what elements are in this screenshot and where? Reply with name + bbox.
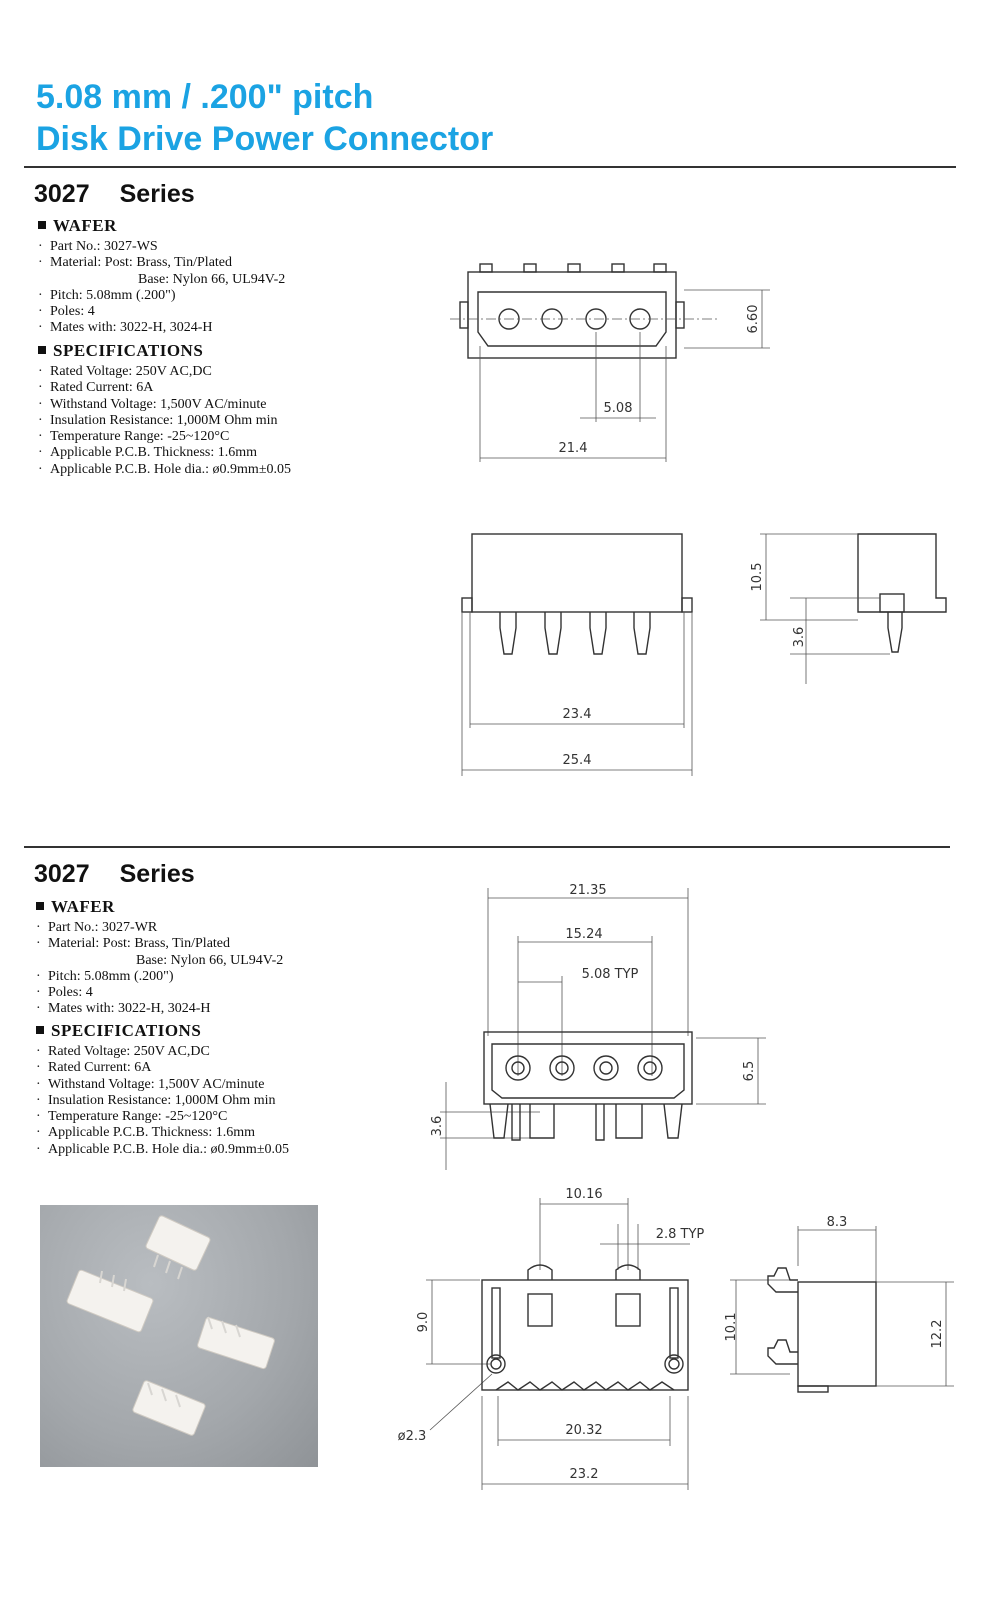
spec-list-2 xyxy=(36,1044,289,1158)
dim-outer-width: 25.4 xyxy=(562,753,592,768)
list-item: · Applicable P.C.B. Thickness: 1.6mm xyxy=(36,1125,256,1141)
wafer-list-1 xyxy=(38,239,285,337)
list-item: · Poles: 4 xyxy=(36,985,93,1001)
drawing-front-view-wr xyxy=(390,1184,720,1494)
dim-span-3: 15.24 xyxy=(565,927,603,942)
page-title xyxy=(36,76,493,160)
dim-peg-width: 2.8 TYP xyxy=(655,1227,705,1242)
dim-inner-width: 23.4 xyxy=(562,707,592,722)
dim-base-width: 23.2 xyxy=(569,1467,599,1482)
dim-peg-span: 10.16 xyxy=(565,1187,603,1202)
dim-hole-span: 20.32 xyxy=(565,1423,603,1438)
dim-overall-width: 21.35 xyxy=(569,883,607,898)
wafer-heading-2: WAFER xyxy=(36,897,115,917)
connector-image xyxy=(40,1205,318,1467)
dim-side-height-b: 12.2 xyxy=(930,1319,945,1349)
list-item: · Pitch: 5.08mm (.200") xyxy=(38,287,176,303)
spec-heading-2: SPECIFICATIONS xyxy=(36,1021,201,1041)
list-item: · Mates with: 3022-H, 3024-H xyxy=(38,320,213,336)
dim-width-top: 21.4 xyxy=(558,441,588,456)
list-item: · Rated Voltage: 250V AC,DC xyxy=(36,1044,210,1059)
list-item: · Applicable P.C.B. Hole dia.: ø0.9mm±0.05 xyxy=(38,461,292,477)
dim-side-depth: 8.3 xyxy=(826,1215,848,1230)
list-item: · Insulation Resistance: 1,000M Ohm min xyxy=(36,1092,276,1108)
drawing-front-view-ws xyxy=(450,528,710,778)
drawing-top-view-wr xyxy=(420,876,780,1176)
list-item: · Insulation Resistance: 1,000M Ohm min xyxy=(38,412,278,428)
spec-heading-1: SPECIFICATIONS xyxy=(38,341,203,361)
list-item: · Poles: 4 xyxy=(38,304,95,320)
list-item: · Rated Current: 6A xyxy=(36,1060,152,1076)
list-item: · Pitch: 5.08mm (.200") xyxy=(36,968,174,984)
dim-body-height: 9.0 xyxy=(416,1311,431,1333)
product-photo xyxy=(40,1205,318,1467)
list-item: · Applicable P.C.B. Thickness: 1.6mm xyxy=(38,445,258,461)
dim-hole-dia: ø2.3 xyxy=(397,1429,427,1444)
list-item: · Applicable P.C.B. Hole dia.: ø0.9mm±0.05 xyxy=(36,1141,290,1157)
list-item: · Temperature Range: -25~120°C xyxy=(38,429,230,445)
drawing-side-view-ws xyxy=(740,528,960,688)
list-item: · Mates with: 3022-H, 3024-H xyxy=(36,1001,211,1017)
list-item: · Temperature Range: -25~120°C xyxy=(36,1109,228,1125)
dim-pin-length-1: 3.6 xyxy=(792,626,807,648)
dim-height-wr: 6.5 xyxy=(742,1060,757,1082)
wafer-list-2 xyxy=(36,920,283,1018)
dim-pitch-typ: 5.08 TYP xyxy=(581,967,639,982)
list-item: · Withstand Voltage: 1,500V AC/minute xyxy=(38,396,267,412)
list-item: · Material: Post: Brass, Tin/Plated xyxy=(38,255,233,271)
spec-list-1 xyxy=(38,364,291,478)
wafer-heading-1: WAFER xyxy=(38,216,117,236)
list-item: · Rated Voltage: 250V AC,DC xyxy=(38,364,212,379)
list-item: · Withstand Voltage: 1,500V AC/minute xyxy=(36,1076,265,1092)
drawing-top-view-ws xyxy=(440,262,780,472)
dim-height-top: 6.60 xyxy=(746,304,761,334)
list-item: · Part No.: 3027-WS xyxy=(38,239,158,254)
dim-side-height-a: 10.1 xyxy=(724,1312,739,1342)
divider-middle xyxy=(24,846,950,848)
drawing-side-view-wr xyxy=(720,1206,960,1406)
dim-height-side: 10.5 xyxy=(750,562,765,592)
series-heading-1: 3027 Series xyxy=(34,180,195,208)
divider-top xyxy=(24,166,956,168)
dim-pin-length-2: 3.6 xyxy=(430,1115,445,1137)
list-item: Base: Nylon 66, UL94V-2 xyxy=(136,952,284,968)
dim-pitch: 5.08 xyxy=(603,401,633,416)
list-item: · Material: Post: Brass, Tin/Plated xyxy=(36,936,231,952)
title-line-1: 5.08 mm / .200" pitch xyxy=(36,78,374,116)
list-item: · Rated Current: 6A xyxy=(38,380,154,396)
series-heading-2: 3027 Series xyxy=(34,860,195,888)
list-item: Base: Nylon 66, UL94V-2 xyxy=(138,271,286,287)
list-item: · Part No.: 3027-WR xyxy=(36,920,158,935)
title-line-2: Disk Drive Power Connector xyxy=(36,120,494,158)
